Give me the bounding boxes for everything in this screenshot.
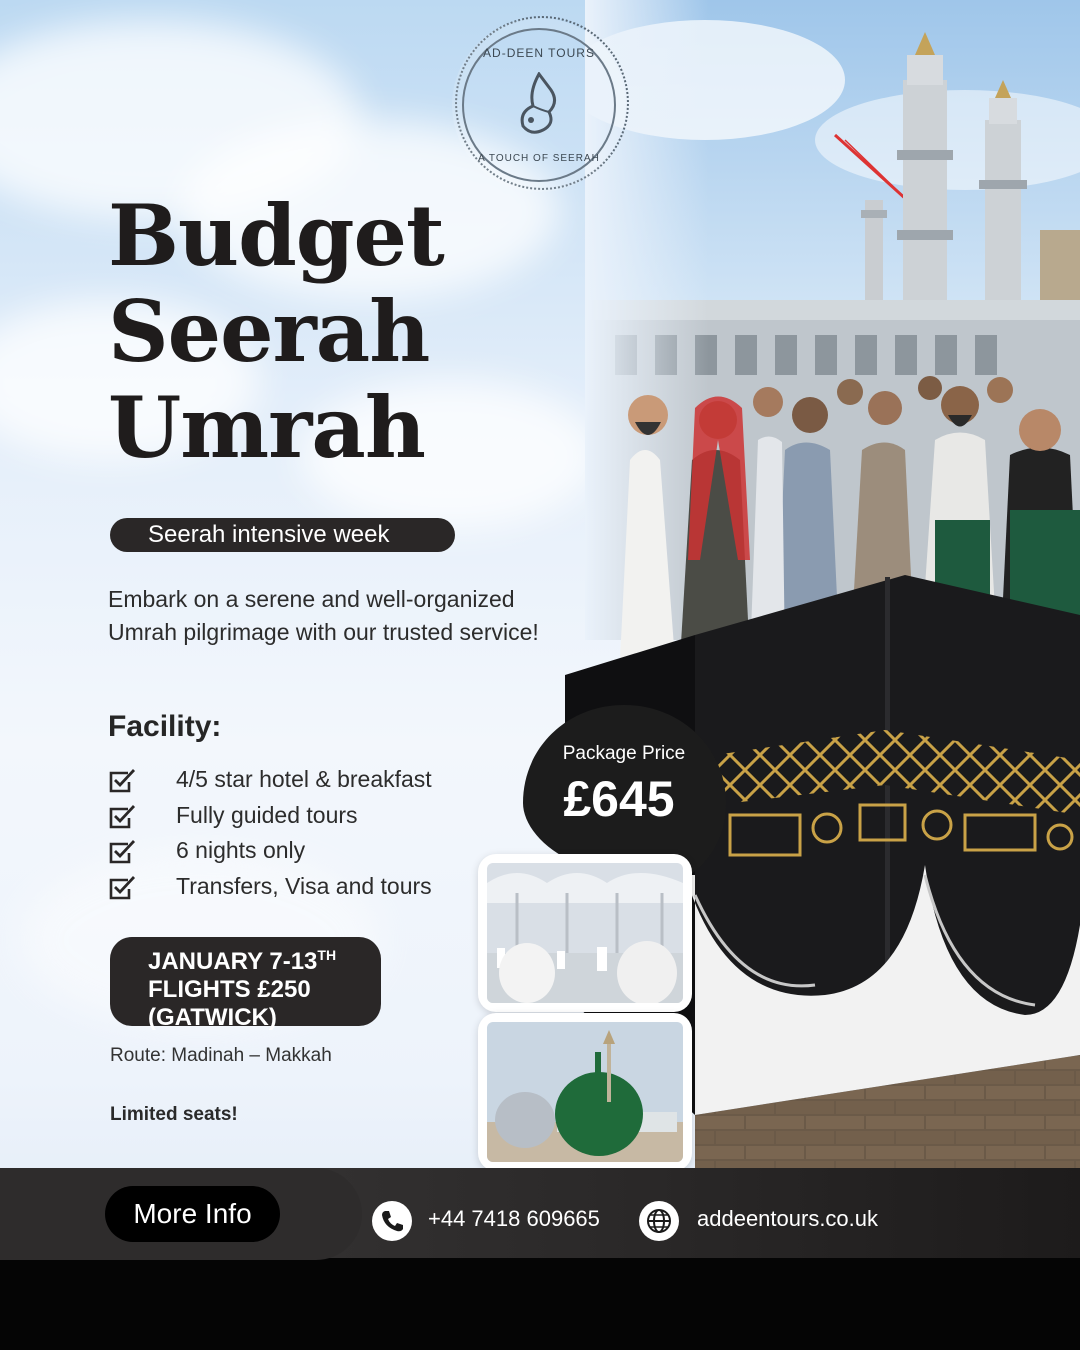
- title-line: Seerah: [108, 282, 430, 381]
- route-text: Route: Madinah – Makkah: [110, 1045, 332, 1066]
- logo-tagline: A TOUCH OF SEERAH: [478, 153, 600, 164]
- calligraphy-mark-icon: [509, 72, 569, 138]
- phone-icon: [372, 1201, 412, 1241]
- checkbox-check-icon: [108, 839, 136, 865]
- flights-line: FLIGHTS £250: [148, 976, 311, 1003]
- facility-list: [108, 762, 488, 904]
- green-dome-image: [487, 1022, 683, 1162]
- phone-number[interactable]: +44 7418 609665: [428, 1206, 600, 1231]
- globe-icon: [639, 1201, 679, 1241]
- facility-item: [108, 869, 488, 905]
- checkbox-check-icon: [108, 768, 136, 794]
- facility-item: [108, 833, 488, 869]
- title-line: Budget: [108, 186, 444, 285]
- price-value: £645: [563, 771, 675, 827]
- price-label: Package Price: [562, 743, 686, 764]
- more-info-button[interactable]: More Info: [105, 1186, 280, 1242]
- facility-item: [108, 762, 488, 798]
- green-dome-photo: [478, 1013, 692, 1171]
- airport-line: (GATWICK): [148, 1004, 277, 1031]
- dates-line: [148, 941, 381, 976]
- facility-item-label: Fully guided tours: [176, 801, 358, 828]
- courtyard-image: [487, 863, 683, 1003]
- facility-item-label: Transfers, Visa and tours: [176, 872, 432, 899]
- masjid-nabawi-courtyard-photo: [478, 854, 692, 1012]
- checkbox-check-icon: [108, 875, 136, 901]
- page-title: [108, 188, 528, 476]
- facility-heading: Facility:: [108, 710, 222, 743]
- logo-brand-name: AD-DEEN TOURS: [483, 46, 595, 60]
- facility-item-label: 4/5 star hotel & breakfast: [176, 766, 432, 792]
- checkbox-check-icon: [108, 804, 136, 830]
- facility-item-label: 6 nights only: [176, 837, 306, 863]
- dates-box: [110, 937, 381, 1031]
- facility-item: [108, 798, 488, 834]
- dates-suffix: TH: [317, 947, 337, 963]
- description: Embark on a serene and well-organized Umrah pilgrimage with our trusted service!: [108, 586, 539, 645]
- brand-logo: [462, 28, 616, 182]
- title-line: Umrah: [108, 378, 425, 477]
- website-link[interactable]: addeentours.co.uk: [697, 1206, 879, 1231]
- subtitle-pill: Seerah intensive week: [110, 518, 455, 552]
- dates-text: JANUARY 7-13: [148, 948, 318, 975]
- limited-seats-text: Limited seats!: [110, 1104, 238, 1125]
- footer-bottom: [0, 1258, 1080, 1350]
